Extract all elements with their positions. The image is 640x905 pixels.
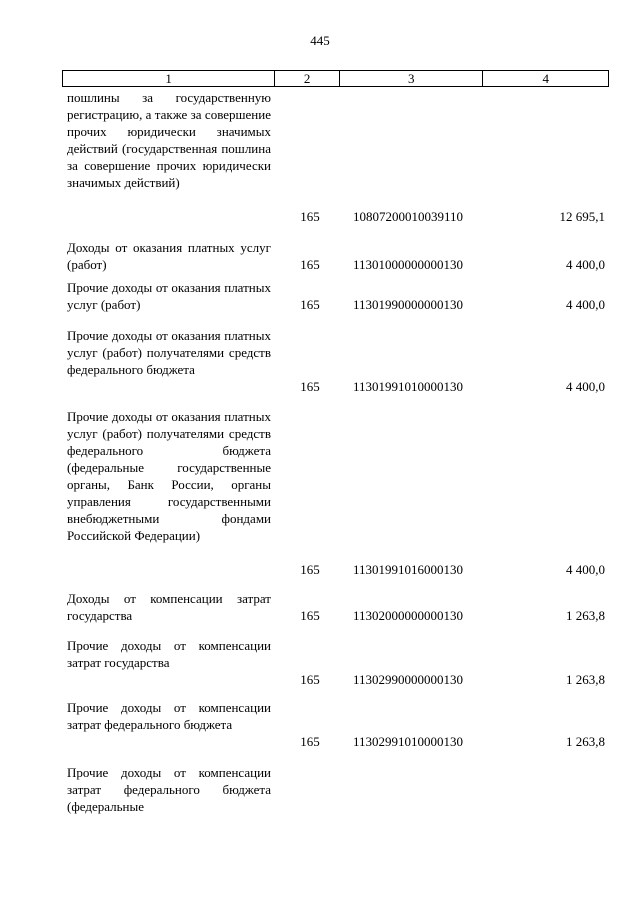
row-kbk: 10807200010039110 [353,209,464,224]
row-amount: 12 695,1 [559,209,605,224]
table-row [0,89,640,225]
row-amount: 4 400,0 [566,562,605,577]
row-description: Прочие доходы от компенсации затрат федерального бюджета [67,700,271,732]
row-description: Прочие доходы от оказания платных услуг (работ) получателями средств федерального бюджета (федеральные государственные органы, Банк России, органы управления государственными внебюджетными фондами Российской Федерации) [67,409,271,543]
header-col-4: 4 [542,71,549,86]
row-amount: 4 400,0 [566,379,605,394]
table-row [0,313,640,395]
row-amount: 1 263,8 [566,672,605,687]
row-description: пошлины за государственную регистрацию, а также за совершение прочих юридически значимых действий (государственная пошлина за совершение прочих юридически значимых действий) [67,90,271,190]
table-row [0,225,640,273]
row-description: Доходы от компенсации затрат государства [67,591,271,623]
row-description: Прочие доходы от оказания платных услуг (работ) [67,280,271,312]
row-description: Доходы от оказания платных услуг (работ) [67,240,271,272]
table-row [0,395,640,578]
table-row [0,688,640,750]
row-description: Прочие доходы от компенсации затрат государства [67,638,271,670]
table-row [0,750,640,840]
row-code: 165 [300,562,320,577]
table-row [0,578,640,624]
row-code: 165 [300,257,320,272]
row-description: Прочие доходы от оказания платных услуг (работ) получателями средств федерального бюджета [67,328,271,377]
row-kbk: 11301000000000130 [353,257,464,272]
page-number: 445 [310,33,330,48]
table-body [0,89,640,840]
table-header [62,70,609,87]
row-kbk: 11301991010000130 [353,379,464,394]
row-code: 165 [300,209,320,224]
row-code: 165 [300,734,320,749]
row-kbk: 11301991016000130 [353,562,464,577]
row-code: 165 [300,672,320,687]
row-description: Прочие доходы от компенсации затрат федерального бюджета (федеральные [67,765,271,814]
header-col-2: 2 [275,71,340,86]
row-code: 165 [300,379,320,394]
table-row [0,273,640,313]
row-amount: 1 263,8 [566,734,605,749]
row-kbk: 11302991010000130 [353,734,464,749]
table-row [0,624,640,688]
row-code: 165 [300,297,320,312]
row-code: 165 [300,608,320,623]
row-kbk: 11302990000000130 [353,672,464,687]
row-amount: 1 263,8 [566,608,605,623]
row-amount: 4 400,0 [566,297,605,312]
row-amount: 4 400,0 [566,257,605,272]
row-kbk: 11302000000000130 [353,608,464,623]
header-col-3: 3 [340,71,483,86]
row-kbk: 11301990000000130 [353,297,464,312]
header-col-1: 1 [63,71,275,86]
